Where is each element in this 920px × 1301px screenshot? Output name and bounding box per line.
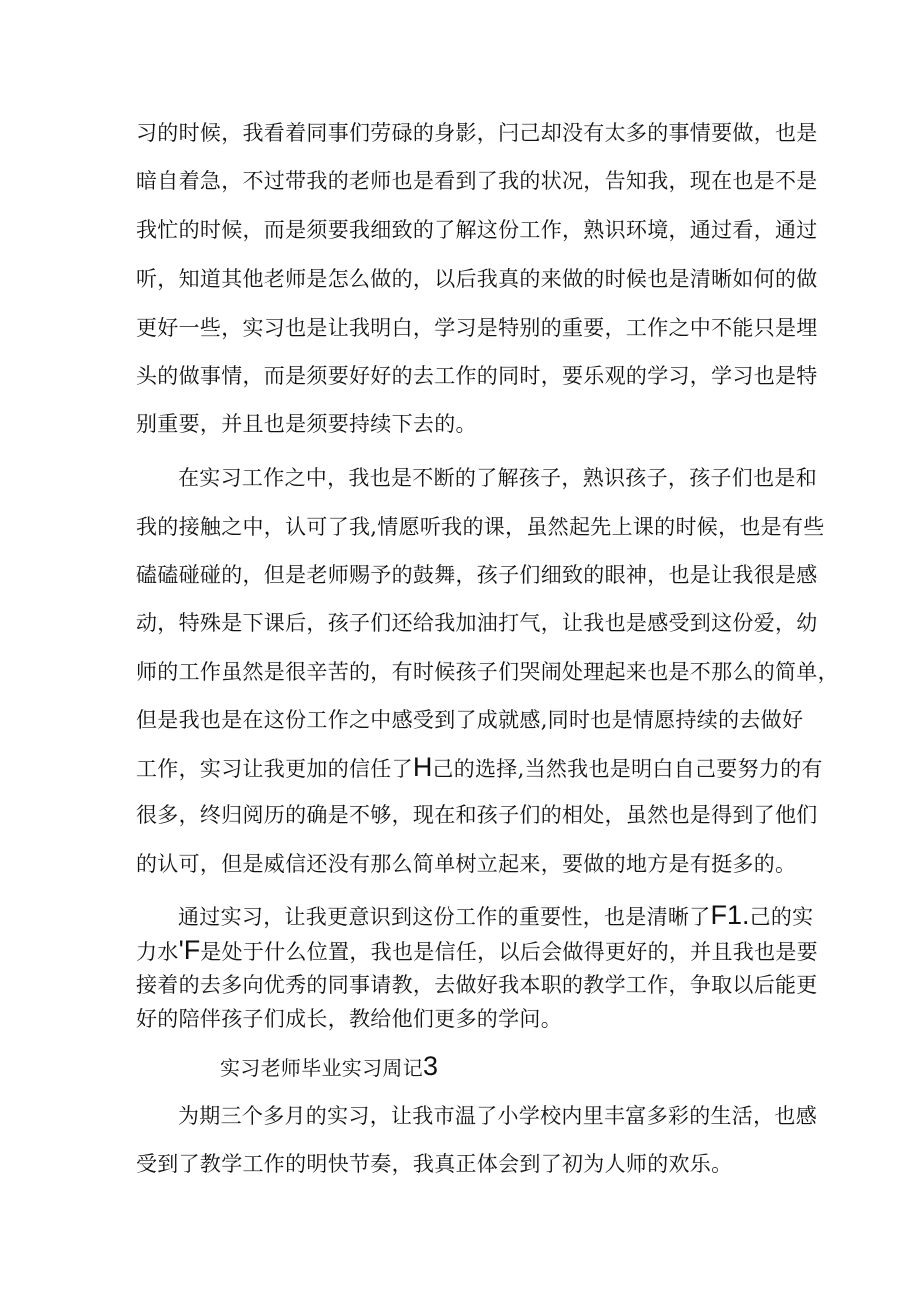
ocr-artifact-glyph: H [412,752,433,782]
paragraph-line: 受到了教学工作的明快节奏，我真正体会到了初为人师的欢乐。 [136,1152,733,1176]
text-run: 己的选择,当然我也是明白自己要努力的有 [432,757,823,781]
heading-number: 3 [423,1051,439,1081]
paragraph-line: 但是我也是在这份工作之中感受到了成就感,同时也是情愿持续的去做好 [136,708,804,732]
heading-text: 实习老师毕业实习周记 [220,1056,423,1080]
ocr-artifact-glyph: F1. [710,900,750,930]
text-run: 己的实 [749,905,814,929]
paragraph-line: 暗自着急，不过带我的老师也是看到了我的状况，告知我，现在也是不是 [136,169,818,193]
paragraph-line: 别重要，并且也是须要持续下去的。 [136,412,477,436]
paragraph-line: 我的接触之中，认可了我,情愿听我的课，虽然起先上课的时候，也是有些 [136,515,825,539]
section-heading [220,1051,438,1083]
text-run: 通过实习，让我更意识到这份工作的重要性，也是清晰了 [178,905,711,929]
paragraph-line [136,752,823,784]
paragraph-line: 磕磕碰碰的，但是老师赐予的鼓舞，孩子们细致的眼神，也是让我很是感 [136,563,818,587]
paragraph-line: 听，知道其他老师是怎么做的，以后我真的来做的时候也是清晰如何的做 [136,267,818,291]
paragraph-line: 在实习工作之中，我也是不断的了解孩子，熟识孩子，孩子们也是和 [178,466,817,490]
paragraph-line: 接着的去多向优秀的同事请教，去做好我本职的教学工作，争取以后能更 [136,973,818,997]
paragraph-line: 动，特殊是下课后，孩子们还给我加油打气，让我也是感受到这份爱，幼 [136,611,818,635]
paragraph-line: 我忙的时候，而是须要我细致的了解这份工作，熟识环境，通过看，通过 [136,218,818,242]
ocr-artifact-glyph: 'F [178,935,201,965]
paragraph-line: 为期三个多月的实习，让我市温了小学校内里丰富多彩的生活，也感 [178,1104,817,1128]
paragraph-line: 头的做事情，而是须要好好的去工作的同时，要乐观的学习，学习也是特 [136,364,818,388]
paragraph-line: 的认可，但是威信还没有那么简单树立起来，要做的地方是有挺多的。 [136,852,797,876]
text-run: 工作，实习让我更加的信任了 [136,757,413,781]
paragraph-line: 师的工作虽然是很辛苦的，有时候孩子们哭闹处理起来也是不那么的简单， [136,660,839,684]
paragraph-line [178,900,813,932]
paragraph-line: 很多，终归阅历的确是不够，现在和孩子们的相处，虽然也是得到了他们 [136,803,818,827]
text-run: 力水 [136,940,179,964]
paragraph-line: 好的陪伴孩子们成长，教给他们更多的学问。 [136,1007,562,1031]
paragraph-line: 更好一些，实习也是让我明白，学习是特别的重要，工作之中不能只是埋 [136,316,818,340]
paragraph-line [136,935,818,967]
paragraph-line: 习的时候，我看着同事们劳碌的身影，闩己却没有太多的事情要做，也是 [136,121,818,145]
text-run: 是处于什么位置，我也是信任，以后会做得更好的，并且我也是要 [200,940,818,964]
